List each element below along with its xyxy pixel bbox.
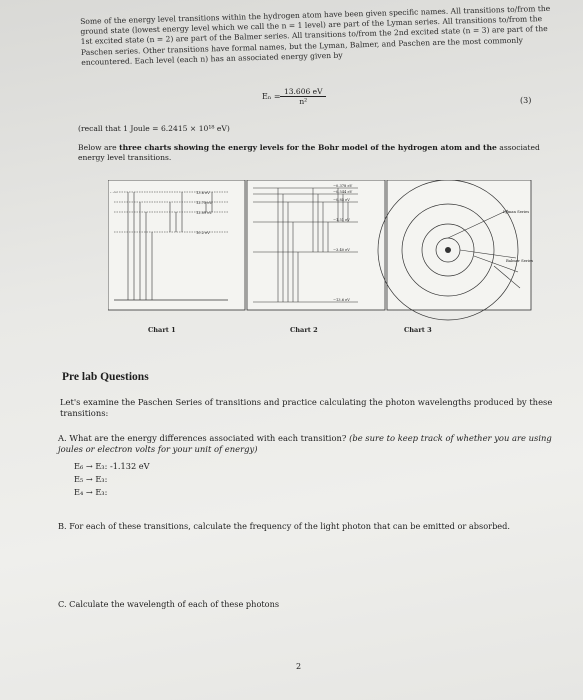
question-a-label: A. (58, 433, 67, 443)
chart3-label: Chart 3 (404, 326, 432, 334)
equation-lhs: Eₙ = − (262, 92, 290, 101)
chart2-level-4: −1.51 eV (333, 218, 350, 222)
chart2-panel (247, 180, 385, 310)
chart1-label: Chart 1 (148, 326, 176, 334)
question-c: C. Calculate the wavelength of each of these photons (58, 599, 280, 609)
paschen-intro: Let's examine the Paschen Series of transitions and practice calculating the photon wavelengths produced by these transitions: (60, 397, 553, 418)
charts-svg (108, 180, 533, 340)
prelab-title: Pre lab Questions (62, 371, 149, 383)
chart2-level-2: −0.544 eV (333, 190, 353, 194)
transition-6-3: E₆ → E₃: -1.132 eV (74, 461, 150, 471)
recall-note: (recall that 1 Joule = 6.2415 × 10¹⁸ eV) (78, 124, 230, 133)
chart2-level-6: −13.6 eV (333, 298, 350, 302)
series-lyman-label: Lyman Series (503, 209, 530, 214)
charts-intro-post: associated energy level transitions. (78, 143, 540, 162)
chart1-level-label: - - - (110, 190, 117, 195)
charts-intro (78, 143, 548, 163)
equation-number: (3) (520, 96, 532, 105)
question-a-text: What are the energy differences associated with each transition? (69, 433, 347, 443)
charts-figure (108, 180, 533, 340)
charts-intro-bold: three charts showing the energy levels for the Bohr model of the hydrogen atom and the (119, 143, 497, 152)
chart2-label: Chart 2 (290, 326, 318, 334)
question-a-note: (be sure to keep track of whether you are using joules or electron volts for your unit of energy) (58, 433, 552, 454)
intro-text: Some of the energy level transitions within the hydrogen atom have been given specific names. All transitions to/from the ground state (lowest energy level which we call the n = 1 level) are part of the Lyman series. All transitions to/from the 1st excited state (n = 2) are part of the Balmer series. All transitions to/from the 2nd excited state (n = 3) are part of the Paschen series. Other transitions have formal names, but the Lyman, Balmer, and Paschen are the most commonly encountered. Each level (each n) has an associated energy given by (80, 3, 551, 67)
equation-denominator: n² (299, 97, 308, 106)
nucleus-dot (445, 247, 451, 253)
question-a (58, 433, 558, 455)
intro-paragraph (80, 4, 553, 68)
transition-5-3: E₅ → E₃: (74, 474, 108, 484)
chart2-level-1: −0.378 eV (333, 184, 353, 188)
charts-intro-pre: Below are (78, 143, 120, 152)
chart1-level-1: 13.6 eV (196, 191, 210, 195)
transition-4-3: E₄ → E₃: (74, 487, 108, 497)
chart1-level-3: 12.09 eV (196, 211, 213, 215)
series-balmer-label: Balmer Series (506, 258, 533, 263)
page-number: 2 (296, 662, 302, 671)
chart3-panel (378, 180, 533, 320)
chart1-level-2: 12.75 eV (196, 201, 213, 205)
equation-fraction (280, 87, 326, 106)
chart1-level-4: 10.2 eV (196, 231, 210, 235)
chart2-level-5: −3.40 eV (333, 248, 350, 252)
chart2-level-3: −0.85 eV (333, 198, 350, 202)
question-b: B. For each of these transitions, calculate the frequency of the light photon that can be emitted or absorbed. (58, 521, 510, 531)
chart1-panel (108, 180, 245, 310)
equation-numerator: 13.606 eV (280, 87, 326, 97)
